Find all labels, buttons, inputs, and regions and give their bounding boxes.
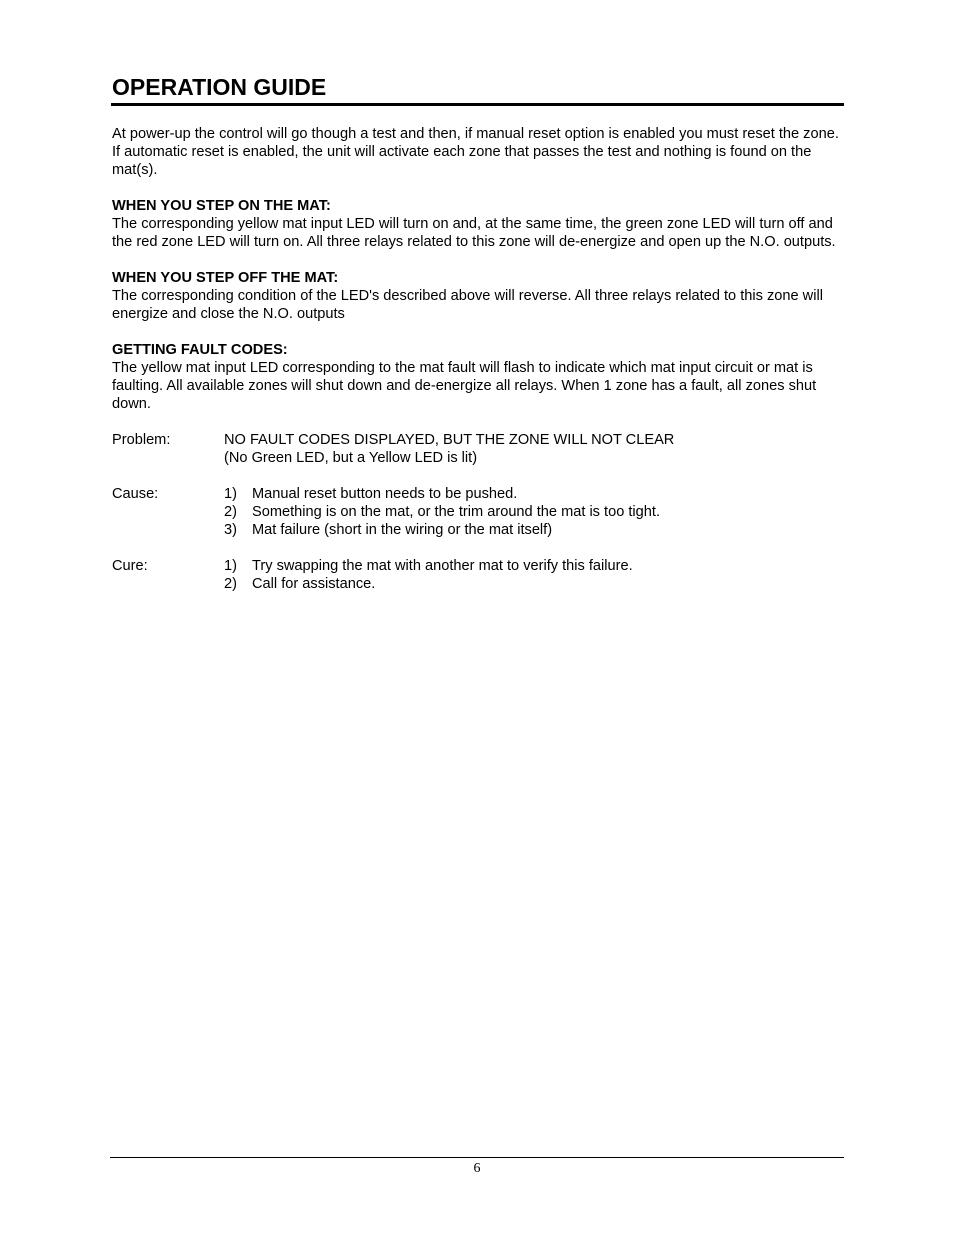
list-item — [224, 503, 847, 521]
item-text: Call for assistance. — [252, 576, 376, 592]
cause-label: Cause: — [112, 486, 159, 502]
section-heading: WHEN YOU STEP ON THE MAT: — [112, 198, 331, 214]
item-text: Something is on the mat, or the trim around the mat is too tight. — [252, 504, 661, 520]
cause-list — [224, 485, 847, 539]
problem-row — [112, 431, 847, 467]
problem-label: Problem: — [112, 432, 171, 448]
title-rule — [111, 103, 844, 106]
list-item — [224, 575, 847, 593]
section-heading: WHEN YOU STEP OFF THE MAT: — [112, 270, 339, 286]
page-title: OPERATION GUIDE — [112, 74, 327, 100]
item-text: Mat failure (short in the wiring or the mat itself) — [252, 522, 553, 538]
section-text: The yellow mat input LED corresponding to the mat fault will flash to indicate which mat input circuit or mat is faulting. All available zones will shut down and de-energize all relays. When 1 zone has a fault, all zones shut down. — [112, 360, 817, 412]
section-text: The corresponding condition of the LED's described above will reverse. All three relays related to this zone will energize and close the N.O. outputs — [112, 288, 823, 322]
item-number: 1) — [224, 486, 237, 502]
problem-content — [224, 431, 847, 467]
cure-label: Cure: — [112, 558, 148, 574]
intro-paragraph: At power-up the control will go though a test and then, if manual reset option is enabled you must reset the zone. If automatic reset is enabled, the unit will activate each zone that passes the test and nothing is found on the mat(s). — [112, 126, 839, 178]
section-heading: GETTING FAULT CODES: — [112, 342, 288, 358]
list-item — [224, 485, 847, 503]
item-text: Manual reset button needs to be pushed. — [252, 486, 518, 502]
item-number: 2) — [224, 576, 237, 592]
section-fault-codes — [112, 341, 847, 413]
section-step-on — [112, 197, 847, 251]
footer-rule — [110, 1157, 844, 1158]
item-number: 3) — [224, 522, 237, 538]
document-body — [112, 125, 847, 593]
cause-row — [112, 485, 847, 539]
cure-row — [112, 557, 847, 593]
problem-line: NO FAULT CODES DISPLAYED, BUT THE ZONE WILL NOT CLEAR — [224, 432, 675, 448]
item-number: 1) — [224, 558, 237, 574]
page-number: 6 — [473, 1161, 481, 1176]
item-number: 2) — [224, 504, 237, 520]
list-item — [224, 521, 847, 539]
problem-line: (No Green LED, but a Yellow LED is lit) — [224, 450, 478, 466]
item-text: Try swapping the mat with another mat to verify this failure. — [252, 558, 633, 574]
section-text: The corresponding yellow mat input LED will turn on and, at the same time, the green zone LED will turn off and the red zone LED will turn on. All three relays related to this zone will de-energize and open up the N.O. outputs. — [112, 216, 836, 250]
cure-list — [224, 557, 847, 593]
section-step-off — [112, 269, 847, 323]
list-item — [224, 557, 847, 575]
